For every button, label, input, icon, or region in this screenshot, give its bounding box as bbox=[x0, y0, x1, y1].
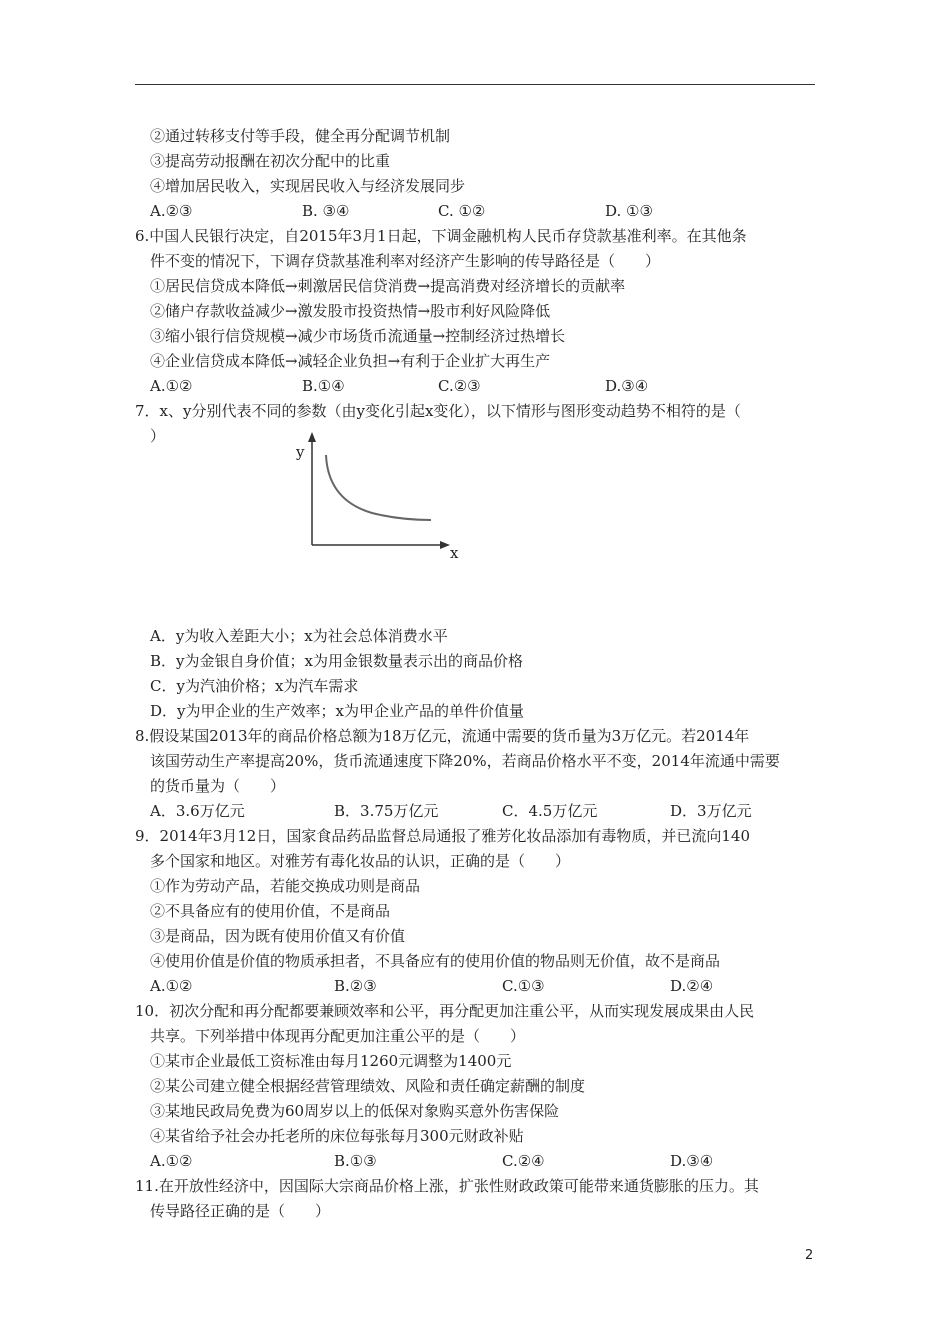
page-number: 2 bbox=[805, 1248, 814, 1263]
q7-option-d: D．y为甲企业的生产效率；x为甲企业产品的单件价值量 bbox=[150, 702, 524, 720]
q6-stem-1: 6.中国人民银行决定，自2015年3月1日起，下调金融机构人民币存贷款基准利率。在其他条 bbox=[135, 227, 747, 245]
y-axis-arrow bbox=[308, 432, 316, 442]
q9-item-3: ③是商品，因为既有使用价值又有价值 bbox=[150, 927, 406, 945]
q5-item-2: ②通过转移支付等手段，健全再分配调节机制 bbox=[150, 127, 451, 145]
q10-stem-2: 共享。下列举措中体现再分配更加注重公平的是（ ） bbox=[150, 1027, 526, 1045]
x-axis-label: x bbox=[450, 544, 459, 562]
q9-item-2: ②不具备应有的使用价值，不是商品 bbox=[150, 902, 391, 920]
q9-option-d: D.②④ bbox=[670, 977, 714, 995]
q10-option-b: B.①③ bbox=[334, 1152, 377, 1170]
q7-option-c: C．y为汽油价格；x为汽车需求 bbox=[150, 677, 359, 695]
q10-option-a: A.①② bbox=[150, 1152, 193, 1170]
q11-stem-1: 11.在开放性经济中，因国际大宗商品价格上涨，扩张性财政政策可能带来通货膨胀的压力。其 bbox=[135, 1177, 759, 1195]
q8-options bbox=[150, 801, 810, 821]
decreasing-curve bbox=[326, 455, 431, 520]
q8-stem-2: 该国劳动生产率提高20%，货币流通速度下降20%，若商品价格水平不变，2014年流通中需要 bbox=[150, 752, 780, 770]
q6-option-c: C.②③ bbox=[438, 377, 481, 395]
q6-item-4: ④企业信贷成本降低→减轻企业负担→有利于企业扩大再生产 bbox=[150, 352, 551, 370]
q6-option-a: A.①② bbox=[150, 377, 193, 395]
q9-option-b: B.②③ bbox=[334, 977, 377, 995]
q7-option-b: B．y为金银自身价值；x为用金银数量表示出的商品价格 bbox=[150, 652, 523, 670]
q9-option-a: A.①② bbox=[150, 977, 193, 995]
q6-option-d: D.③④ bbox=[605, 377, 649, 395]
q6-option-b: B.①④ bbox=[302, 377, 345, 395]
q10-option-c: C.②④ bbox=[502, 1152, 545, 1170]
q7-stem-1: 7．x、y分别代表不同的参数（由y变化引起x变化），以下情形与图形变动趋势不相符的是（ bbox=[135, 402, 741, 420]
q10-option-d: D.③④ bbox=[670, 1152, 714, 1170]
q7-stem-2: ） bbox=[150, 427, 166, 445]
q5-option-b: B. ③④ bbox=[302, 202, 350, 220]
q7-option-a: A．y为收入差距大小；x为社会总体消费水平 bbox=[150, 627, 448, 645]
q6-item-1: ①居民信贷成本降低→刺激居民信贷消费→提高消费对经济增长的贡献率 bbox=[150, 277, 626, 295]
q10-item-4: ④某省给予社会办托老所的床位每张每月300元财政补贴 bbox=[150, 1127, 524, 1145]
q9-option-c: C.①③ bbox=[502, 977, 545, 995]
q10-item-3: ③某地民政局免费为60周岁以上的低保对象购买意外伤害保险 bbox=[150, 1102, 560, 1120]
q10-stem-1: 10．初次分配和再分配都要兼顾效率和公平，再分配更加注重公平，从而实现发展成果由人民 bbox=[135, 1002, 755, 1020]
q5-options bbox=[150, 201, 810, 221]
x-axis-arrow bbox=[440, 541, 450, 549]
q8-stem-3: 的货币量为（ ） bbox=[150, 777, 286, 795]
q8-option-a: A．3.6万亿元 bbox=[150, 802, 245, 820]
q9-item-4: ④使用价值是价值的物质承担者，不具备应有的使用价值的物品则无价值，故不是商品 bbox=[150, 952, 721, 970]
q5-item-3: ③提高劳动报酬在初次分配中的比重 bbox=[150, 152, 391, 170]
q5-item-4: ④增加居民收入，实现居民收入与经济发展同步 bbox=[150, 177, 466, 195]
header-rule bbox=[135, 84, 815, 85]
y-axis-label: y bbox=[296, 443, 305, 461]
q10-options bbox=[150, 1151, 810, 1171]
q10-item-2: ②某公司建立健全根据经营管理绩效、风险和责任确定薪酬的制度 bbox=[150, 1077, 586, 1095]
q8-option-d: D．3万亿元 bbox=[670, 802, 752, 820]
q10-item-1: ①某市企业最低工资标准由每月1260元调整为1400元 bbox=[150, 1052, 512, 1070]
q9-stem-1: 9．2014年3月12日，国家食品药品监督总局通报了雅芳化妆品添加有毒物质，并已流向140 bbox=[135, 827, 750, 845]
q5-option-c: C. ①② bbox=[438, 202, 486, 220]
q8-option-c: C．4.5万亿元 bbox=[502, 802, 598, 820]
q6-item-2: ②储户存款收益减少→激发股市投资热情→股市利好风险降低 bbox=[150, 302, 551, 320]
q5-option-d: D. ①③ bbox=[605, 202, 653, 220]
q6-options bbox=[150, 376, 810, 396]
q6-item-3: ③缩小银行信贷规模→减少市场货币流通量→控制经济过热增长 bbox=[150, 327, 566, 345]
q9-stem-2: 多个国家和地区。对雅芳有毒化妆品的认识，正确的是（ ） bbox=[150, 852, 571, 870]
q11-stem-2: 传导路径正确的是（ ） bbox=[150, 1202, 331, 1220]
q7-figure bbox=[290, 430, 480, 570]
q5-option-a: A.②③ bbox=[150, 202, 193, 220]
q9-item-1: ①作为劳动产品，若能交换成功则是商品 bbox=[150, 877, 421, 895]
q8-option-b: B．3.75万亿元 bbox=[334, 802, 439, 820]
q8-stem-1: 8.假设某国2013年的商品价格总额为18万亿元，流通中需要的货币量为3万亿元。若2014年 bbox=[135, 727, 750, 745]
q9-options bbox=[150, 976, 810, 996]
q6-stem-2: 件不变的情况下，下调存贷款基准利率对经济产生影响的传导路径是（ ） bbox=[150, 252, 661, 270]
